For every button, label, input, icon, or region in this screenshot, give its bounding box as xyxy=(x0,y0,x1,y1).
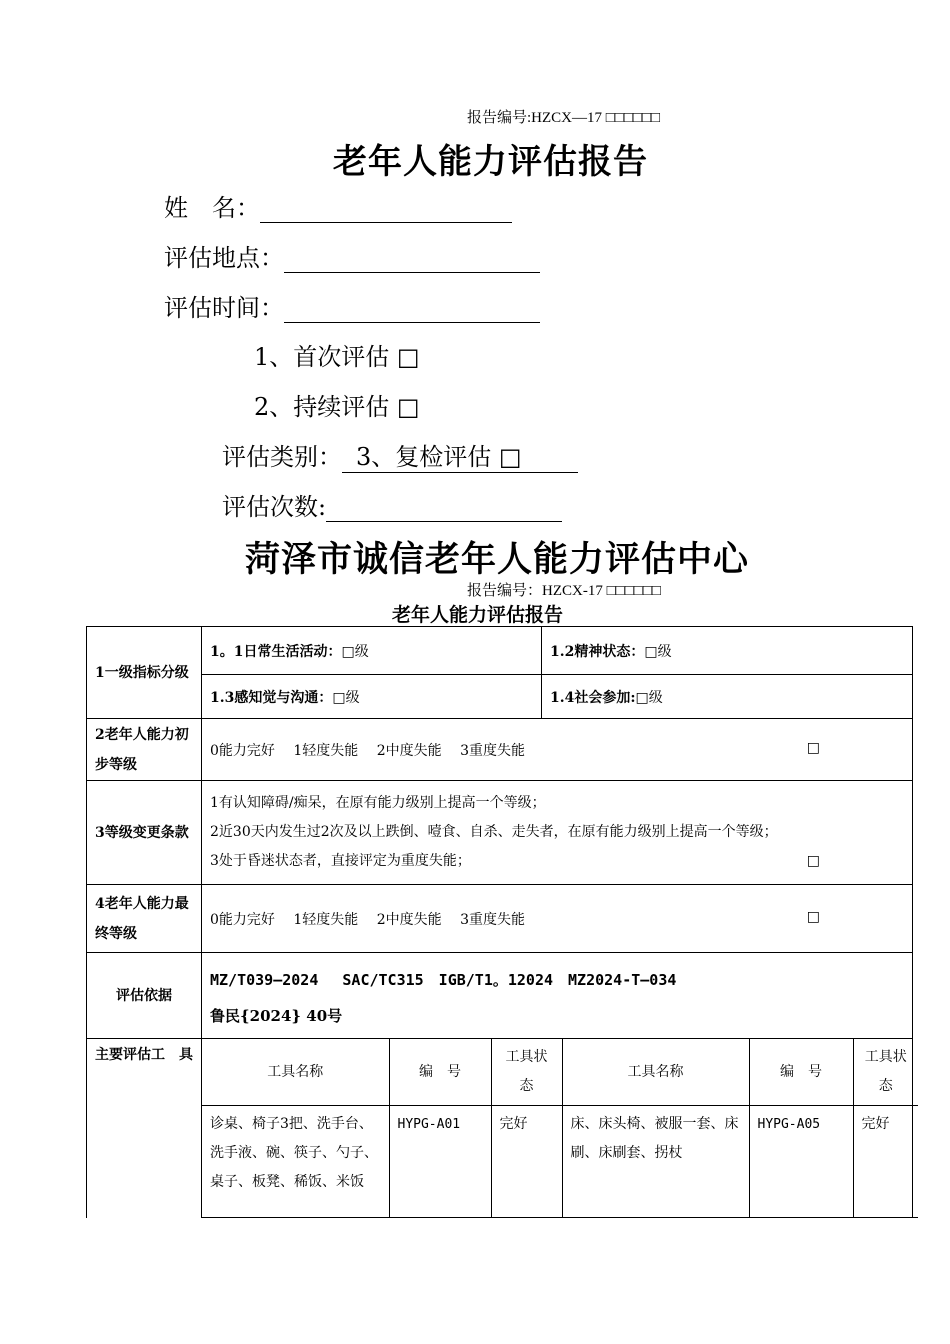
count-field xyxy=(222,487,562,522)
level-change-checkbox[interactable]: □ xyxy=(806,853,820,869)
row-level1-label: 1一级指标分级 xyxy=(87,627,202,719)
item-perception[interactable] xyxy=(202,675,542,719)
item-social[interactable] xyxy=(542,675,913,719)
basis-standards: MZ/T039—2024 SAC/TC315 IGB/T1。12024 MZ2024-T—034 xyxy=(210,970,677,989)
name-blank[interactable] xyxy=(260,198,512,223)
tool-number-cell: HYPG-A01 xyxy=(389,1106,491,1218)
category-field xyxy=(222,437,578,473)
item-value: □级 xyxy=(644,643,672,660)
item-value: □级 xyxy=(341,643,369,660)
initial-level-checkbox[interactable]: □ xyxy=(806,739,820,756)
count-blank[interactable] xyxy=(326,497,562,522)
item-label: 1.2精神状态： xyxy=(550,643,645,660)
row-initial-level-label: 2老年人能力初步等级 xyxy=(87,719,202,781)
item-value: □级 xyxy=(332,689,360,706)
clause-3: 3处于昏迷状态者，直接评定为重度失能； xyxy=(210,853,471,869)
header-tool-name: 工具名称 xyxy=(202,1039,389,1106)
name-label: 姓 名： xyxy=(164,194,260,222)
report-number: 报告编号:HZCX—17 □□□□□□ xyxy=(467,110,661,126)
clause-2: 2近30天内发生过2次及以上跌倒、噎食、自杀、走失者，在原有能力级别上提高一个等级； xyxy=(210,824,778,840)
tool-name-cell: 床、床头椅、被服一套、床刷、床刷套、拐杖 xyxy=(562,1106,749,1218)
tool-number-cell: HYPG-A05 xyxy=(749,1106,853,1218)
row-level-change-label: 3等级变更条款 xyxy=(87,781,202,885)
assessment-basis xyxy=(202,953,913,1039)
time-blank[interactable] xyxy=(284,298,540,323)
item-label: 1。1日常生活活动： xyxy=(210,643,342,660)
final-level-checkbox[interactable]: □ xyxy=(806,908,820,925)
final-level-options xyxy=(202,885,913,953)
tools-cell xyxy=(202,1039,913,1219)
option-first-assessment[interactable]: 1、首次评估 □ xyxy=(254,343,420,371)
clause-1: 1有认知障碍/痴呆，在原有能力级别上提高一个等级； xyxy=(210,795,546,811)
initial-level-text: 0能力完好 1轻度失能 2中度失能 3重度失能 xyxy=(210,742,525,759)
row-tools-label: 主要评估工 具 xyxy=(87,1039,202,1219)
name-field xyxy=(164,188,512,223)
tool-status-cell: 完好 xyxy=(491,1106,562,1218)
tool-name-cell: 诊桌、椅子3把、洗手台、洗手液、碗、筷子、勺子、桌子、板凳、稀饭、米饭 xyxy=(202,1106,389,1218)
cover-title: 老年人能力评估报告 xyxy=(333,142,648,182)
basis-document: 鲁民{2024} 40号 xyxy=(210,1006,343,1025)
initial-level-options xyxy=(202,719,913,781)
time-label: 评估时间： xyxy=(164,294,284,322)
option-recheck-assessment[interactable]: 3、复检评估 □ xyxy=(342,437,578,473)
final-level-text: 0能力完好 1轻度失能 2中度失能 3重度失能 xyxy=(210,911,525,928)
place-label: 评估地点： xyxy=(164,244,284,272)
place-blank[interactable] xyxy=(284,248,540,273)
count-label: 评估次数: xyxy=(222,493,327,521)
header-tool-status: 工具状态 xyxy=(853,1039,918,1106)
assessment-table xyxy=(86,626,913,1218)
option-continuous-assessment[interactable]: 2、持续评估 □ xyxy=(254,393,420,421)
clause-3-row xyxy=(210,847,904,876)
header-tool-status: 工具状态 xyxy=(491,1039,562,1106)
time-field xyxy=(164,288,540,323)
item-label: 1.3感知觉与沟通： xyxy=(210,689,333,706)
header-tool-number: 编 号 xyxy=(749,1039,853,1106)
item-mental-state[interactable] xyxy=(542,627,913,675)
place-field xyxy=(164,238,540,273)
tool-status-cell: 完好 xyxy=(853,1106,918,1218)
item-label: 1.4社会参加: xyxy=(550,689,636,706)
second-report-number: 报告编号：HZCX-17 □□□□□□ xyxy=(467,583,661,599)
tools-table xyxy=(202,1039,918,1218)
header-tool-name: 工具名称 xyxy=(562,1039,749,1106)
level-change-clauses xyxy=(202,781,913,885)
organization-name: 菏泽市诚信老年人能力评估中心 xyxy=(245,540,750,580)
item-value: □级 xyxy=(635,689,663,706)
row-final-level-label: 4老年人能力最终等级 xyxy=(87,885,202,953)
header-tool-number: 编 号 xyxy=(389,1039,491,1106)
table-title: 老年人能力评估报告 xyxy=(392,604,564,626)
category-label: 评估类别： xyxy=(222,443,342,471)
row-basis-label: 评估依据 xyxy=(87,953,202,1039)
item-daily-living[interactable] xyxy=(202,627,542,675)
